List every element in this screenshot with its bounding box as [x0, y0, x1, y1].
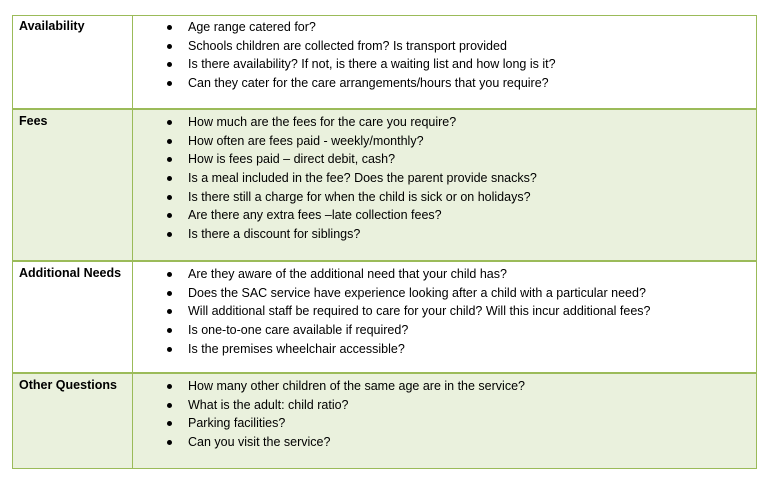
- row-heading-cell: [12, 15, 133, 109]
- question-item: How much are the fees for the care you require?: [133, 113, 537, 132]
- row-heading-cell: [12, 262, 133, 373]
- question-item: Age range catered for?: [133, 18, 556, 37]
- question-item: How is fees paid – direct debit, cash?: [133, 150, 537, 169]
- row-fees: [12, 110, 757, 261]
- row-heading-cell: [12, 110, 133, 261]
- question-item: Is there availability? If not, is there a waiting list and how long is it?: [133, 55, 556, 74]
- question-item: Does the SAC service have experience looking after a child with a particular need?: [133, 284, 651, 303]
- question-item: Is a meal included in the fee? Does the parent provide snacks?: [133, 169, 537, 188]
- question-list: [133, 113, 537, 244]
- questions-cell: [133, 110, 757, 261]
- question-item: Parking facilities?: [133, 414, 525, 433]
- question-list: [133, 18, 556, 93]
- question-list: [133, 377, 525, 452]
- question-item: What is the adult: child ratio?: [133, 396, 525, 415]
- question-item: Schools children are collected from? Is transport provided: [133, 37, 556, 56]
- questions-cell: [133, 15, 757, 109]
- row-other-questions: [12, 374, 757, 469]
- questions-cell: [133, 374, 757, 469]
- childcare-checklist-table: [12, 15, 757, 469]
- row-heading: Additional Needs: [19, 266, 122, 280]
- question-item: Is one-to-one care available if required?: [133, 321, 651, 340]
- question-item: How often are fees paid - weekly/monthly?: [133, 132, 537, 151]
- question-item: Can you visit the service?: [133, 433, 525, 452]
- questions-cell: [133, 262, 757, 373]
- row-heading-cell: [12, 374, 133, 469]
- question-item: Is the premises wheelchair accessible?: [133, 340, 651, 359]
- row-heading: Fees: [19, 114, 48, 128]
- question-item: Are they aware of the additional need that your child has?: [133, 265, 651, 284]
- question-item: Can they cater for the care arrangements/hours that you require?: [133, 74, 556, 93]
- question-item: Is there a discount for siblings?: [133, 225, 537, 244]
- question-item: How many other children of the same age are in the service?: [133, 377, 525, 396]
- row-additional-needs: [12, 262, 757, 373]
- row-heading: Availability: [19, 19, 85, 33]
- row-availability: [12, 15, 757, 109]
- row-heading: Other Questions: [19, 378, 117, 392]
- question-list: [133, 265, 651, 358]
- question-item: Are there any extra fees –late collection fees?: [133, 206, 537, 225]
- question-item: Is there still a charge for when the child is sick or on holidays?: [133, 188, 537, 207]
- question-item: Will additional staff be required to care for your child? Will this incur additional fees?: [133, 302, 651, 321]
